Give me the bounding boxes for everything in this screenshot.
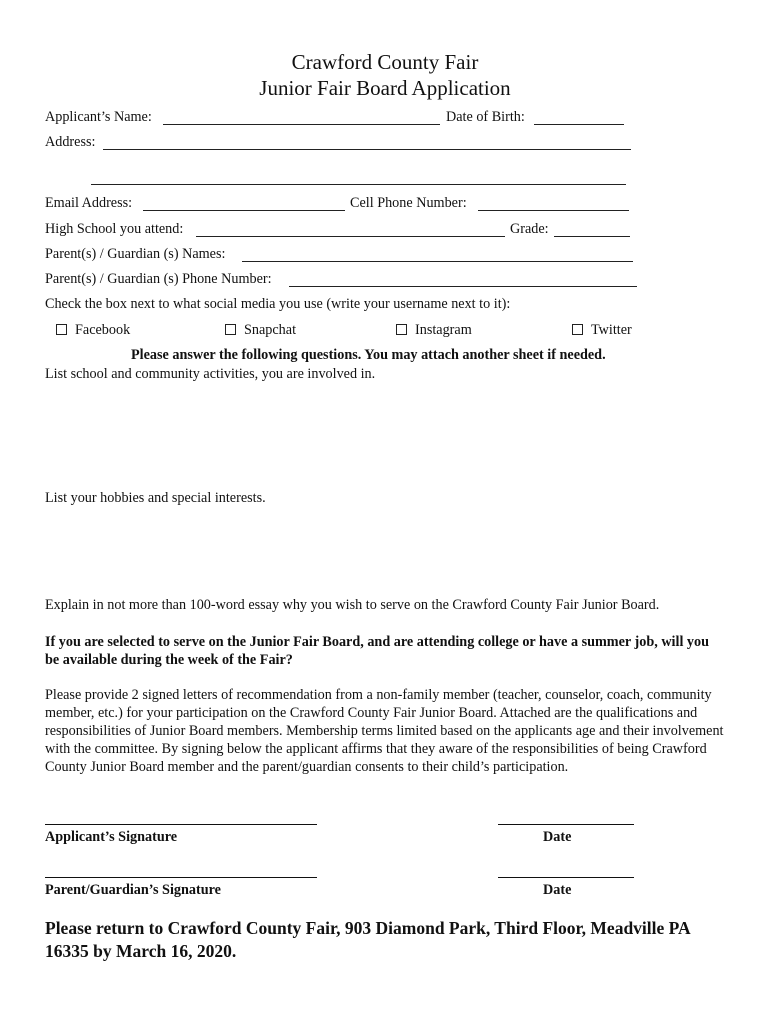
applicant-signature-line[interactable] — [45, 824, 317, 825]
twitter-option[interactable] — [572, 322, 632, 339]
snapchat-label: Snapchat — [244, 322, 297, 338]
address-field-line1[interactable] — [103, 149, 631, 150]
cell-phone-label: Cell Phone Number: — [350, 195, 467, 211]
twitter-checkbox[interactable] — [572, 324, 583, 335]
form-title-line1: Crawford County Fair — [291, 50, 479, 74]
essay-question: Explain in not more than 100-word essay why you wish to serve on the Crawford County Fair Junior Board. — [45, 597, 660, 613]
facebook-label: Facebook — [75, 322, 131, 338]
applicant-name-label: Applicant’s Name: — [45, 109, 152, 125]
applicant-signature-label: Applicant’s Signature — [45, 829, 178, 845]
applicant-date-line[interactable] — [498, 824, 634, 825]
return-instructions: Please return to Crawford County Fair, 903 Diamond Park, Third Floor, Meadville PA 16335 by March 16, 2020. — [45, 918, 690, 961]
instagram-label: Instagram — [415, 322, 472, 338]
address-field-line2[interactable] — [91, 184, 626, 185]
date-of-birth-field[interactable] — [534, 124, 624, 125]
guardian-names-label: Parent(s) / Guardian (s) Names: — [45, 246, 226, 262]
guardian-phone-label: Parent(s) / Guardian (s) Phone Number: — [45, 271, 272, 287]
high-school-field[interactable] — [196, 236, 505, 237]
email-label: Email Address: — [45, 195, 133, 211]
guardian-phone-field[interactable] — [289, 286, 637, 287]
form-title-line2: Junior Fair Board Application — [259, 76, 511, 100]
instagram-checkbox[interactable] — [396, 324, 407, 335]
facebook-option[interactable] — [56, 322, 130, 339]
activities-question: List school and community activities, you are involved in. — [45, 366, 376, 382]
applicant-name-field[interactable] — [163, 124, 440, 125]
high-school-label: High School you attend: — [45, 221, 184, 237]
facebook-checkbox[interactable] — [56, 324, 67, 335]
guardian-signature-label: Parent/Guardian’s Signature — [45, 882, 221, 898]
guardian-signature-line[interactable] — [45, 877, 317, 878]
recommendation-paragraph: Please provide 2 signed letters of recommendation from a non-family member (teacher, counselor, coach, community member, etc.) for your participation on the Crawford County Fair Junior Board. Attached are the qualifications and responsibilities of Junior Board members. Membership terms limited based on the applicants age and their involvement with the committee. By signing below the applicant affirms that they aware of the responsibilities of being Crawford County Junior Board member and the parent/guardian consents to their child’s participation. — [45, 687, 724, 775]
grade-label: Grade: — [510, 221, 549, 237]
hobbies-question: List your hobbies and special interests. — [45, 490, 266, 506]
snapchat-option[interactable] — [225, 322, 296, 339]
email-field[interactable] — [143, 210, 345, 211]
guardian-names-field[interactable] — [242, 261, 633, 262]
availability-question: If you are selected to serve on the Junior Fair Board, and are attending college or have a summer job, will you be available during the week of the Fair? — [45, 634, 710, 668]
snapchat-checkbox[interactable] — [225, 324, 236, 335]
instagram-option[interactable] — [396, 322, 472, 339]
twitter-label: Twitter — [591, 322, 632, 338]
social-media-prompt: Check the box next to what social media you use (write your username next to it): — [45, 296, 511, 312]
guardian-date-label: Date — [543, 882, 572, 898]
date-of-birth-label: Date of Birth: — [446, 109, 525, 125]
cell-phone-field[interactable] — [478, 210, 629, 211]
applicant-date-label: Date — [543, 829, 572, 845]
grade-field[interactable] — [554, 236, 630, 237]
questions-instruction: Please answer the following questions. You may attach another sheet if needed. — [131, 347, 606, 363]
address-label: Address: — [45, 134, 96, 150]
guardian-date-line[interactable] — [498, 877, 634, 878]
